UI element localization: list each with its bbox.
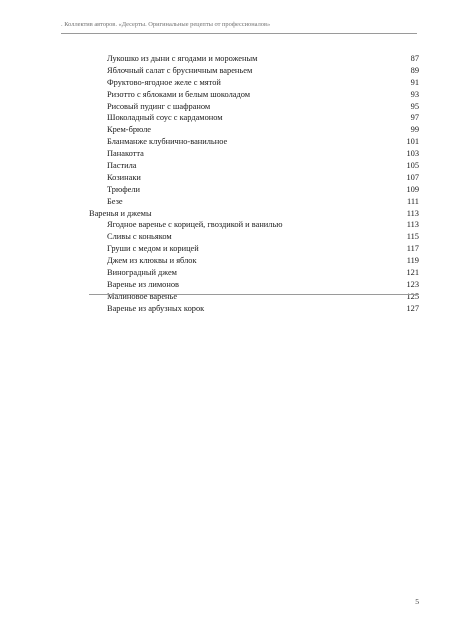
toc-entry[interactable]	[89, 303, 419, 315]
toc-entry[interactable]	[89, 184, 419, 196]
toc-entry[interactable]	[89, 172, 419, 184]
toc-entry[interactable]	[89, 101, 419, 113]
toc-entry-title: Трюфели	[107, 184, 140, 194]
toc-entry-page-number: 115	[406, 232, 419, 242]
toc-entry[interactable]	[89, 231, 419, 243]
toc-entry[interactable]	[89, 124, 419, 136]
toc-entry-title: Панакотта	[107, 149, 144, 159]
toc-entry-title: Виноградный джем	[107, 268, 177, 278]
toc-entry-title: Яблочный салат с брусничным вареньем	[107, 65, 253, 75]
toc-section-heading[interactable]	[89, 208, 419, 220]
toc-entry[interactable]	[89, 160, 419, 172]
toc-entry-title: Бланманже клубнично-ванильное	[107, 137, 228, 147]
toc-entry-title: Варенье из лимонов	[107, 279, 179, 289]
toc-entry-title: Варенья и джемы	[89, 208, 152, 218]
toc-entry-page-number: 89	[410, 65, 419, 75]
toc-end-divider	[89, 294, 419, 295]
toc-entry-page-number: 117	[406, 244, 419, 254]
header-divider	[61, 33, 417, 34]
toc-entry-page-number: 109	[406, 184, 419, 194]
toc-entry-title: Козинаки	[107, 172, 141, 182]
toc-entry-page-number: 119	[406, 256, 419, 266]
toc-entry-title: Ягодное варенье с корицей, гвоздикой и ванилью	[107, 220, 283, 230]
toc-entry-page-number: 121	[406, 268, 419, 278]
toc-entry-page-number: 91	[410, 77, 419, 87]
toc-entry-page-number: 99	[410, 125, 419, 135]
toc-entry-title: Варенье из арбузных корок	[107, 303, 205, 313]
running-header: . Коллектив авторов. «Десерты. Оригинальные рецепты от профессионалов»	[61, 21, 271, 28]
toc-entry-page-number: 127	[406, 303, 419, 313]
toc-entry-title: Сливы с коньяком	[107, 232, 172, 242]
toc-entry-page-number: 111	[407, 196, 419, 206]
toc-entry[interactable]	[89, 53, 419, 65]
toc-entry-title: Крем-брюле	[107, 125, 151, 135]
toc-entry[interactable]	[89, 65, 419, 77]
toc-entry[interactable]	[89, 267, 419, 279]
toc-entry-page-number: 123	[406, 279, 419, 289]
toc-entry-page-number: 101	[406, 137, 419, 147]
toc-entry-title: Рисовый пудинг с шафраном	[107, 101, 211, 111]
toc-entry-title: Ризотто с яблоками и белым шоколадом	[107, 89, 251, 99]
toc-entry-page-number: 107	[406, 172, 419, 182]
toc-entry[interactable]	[89, 112, 419, 124]
page-number: 5	[415, 597, 419, 606]
toc-entry-title: Фруктово-ягодное желе с мятой	[107, 77, 221, 87]
toc-entry-title: Груши с медом и корицей	[107, 244, 199, 254]
toc-entry-page-number: 97	[410, 113, 419, 123]
toc-entry[interactable]	[89, 255, 419, 267]
toc-entry[interactable]	[89, 243, 419, 255]
toc-entry[interactable]	[89, 279, 419, 291]
toc-entry-page-number: 103	[406, 149, 419, 159]
toc-entry[interactable]	[89, 89, 419, 101]
toc-entry-page-number: 113	[406, 220, 419, 230]
table-of-contents	[89, 53, 419, 315]
toc-entry-page-number: 125	[406, 291, 419, 301]
toc-entry[interactable]	[89, 291, 419, 303]
toc-entry-page-number: 105	[406, 161, 419, 171]
toc-entry-title: Лукошко из дыни с ягодами и мороженым	[107, 54, 258, 63]
toc-entry-title: Шоколадный соус с кардамоном	[107, 113, 223, 123]
toc-entry-page-number: 113	[406, 208, 419, 218]
toc-entry-title: Малиновое варенье	[107, 291, 178, 301]
toc-entry-page-number: 87	[410, 54, 419, 63]
toc-entry-title: Пастила	[107, 161, 137, 171]
toc-entry[interactable]	[89, 148, 419, 160]
toc-entry[interactable]	[89, 196, 419, 208]
toc-entry-page-number: 95	[410, 101, 419, 111]
toc-entry[interactable]	[89, 136, 419, 148]
toc-entry[interactable]	[89, 77, 419, 89]
toc-entry-title: Джем из клюквы и яблок	[107, 256, 197, 266]
toc-entry-page-number: 93	[410, 89, 419, 99]
toc-entry[interactable]	[89, 219, 419, 231]
toc-entry-title: Безе	[107, 196, 123, 206]
